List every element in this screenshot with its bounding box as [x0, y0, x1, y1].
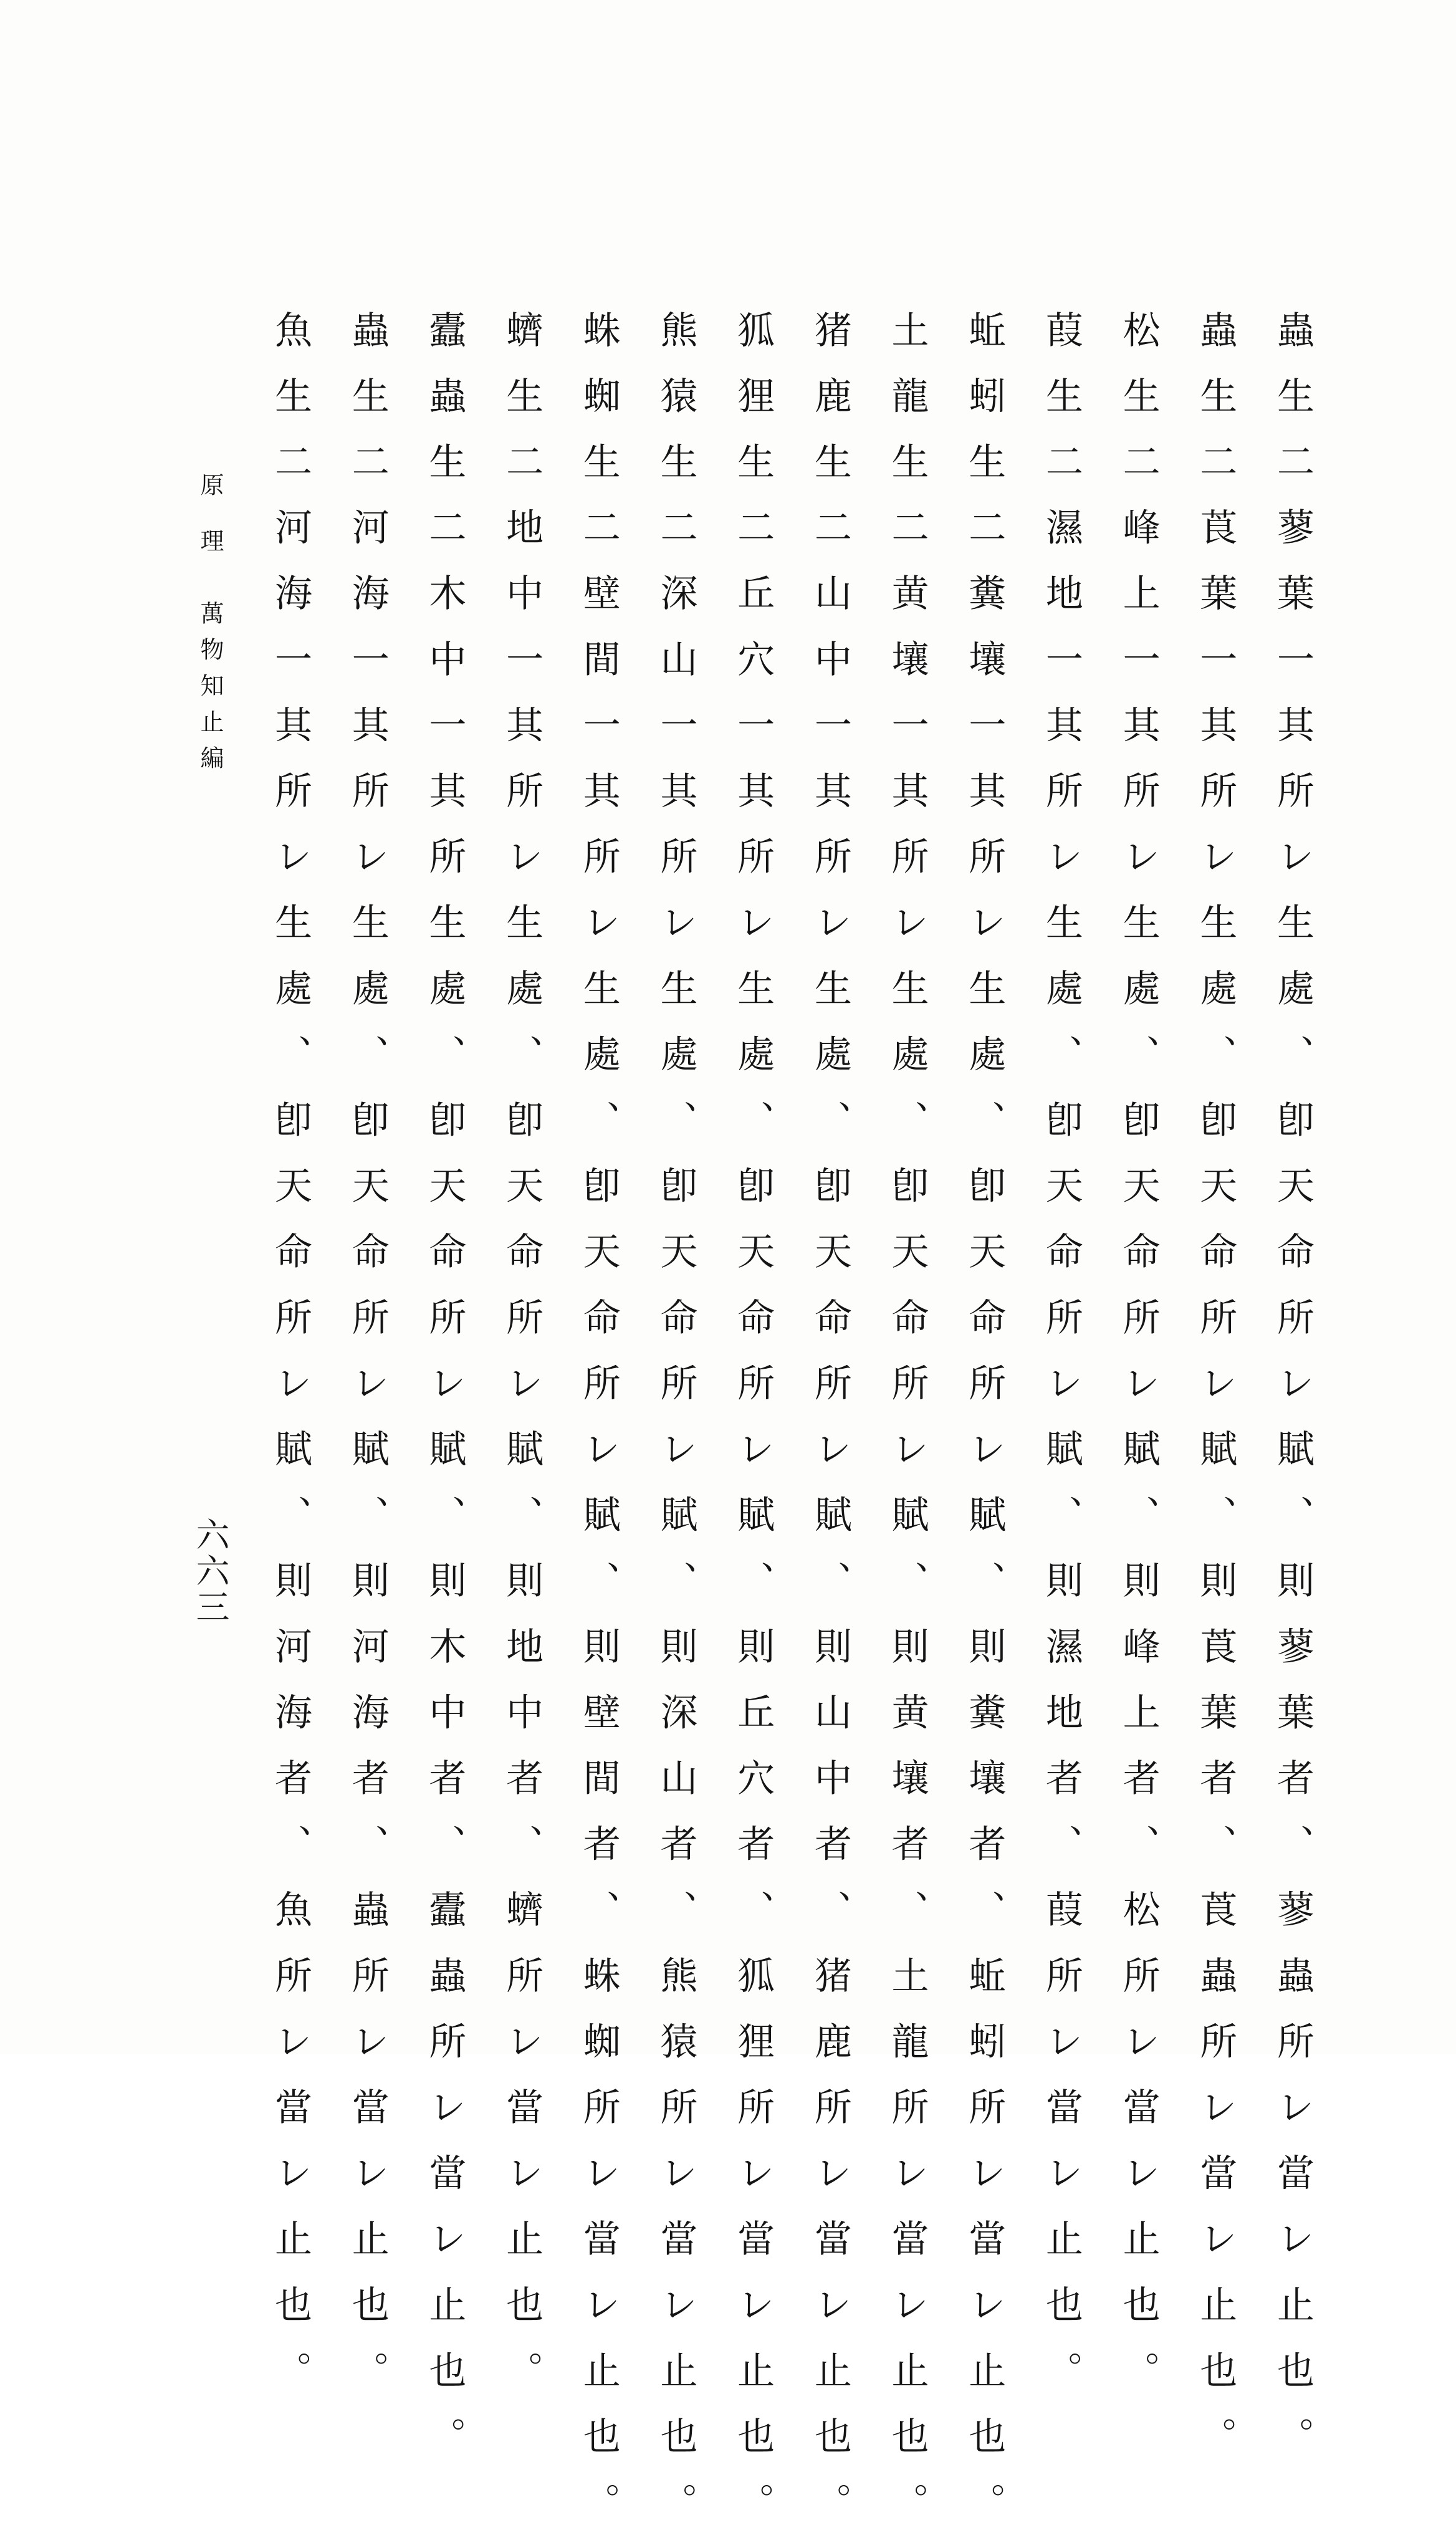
text-line: 魚生二河海一其所レ生處、卽天命所レ賦、則河海者、魚所レ當レ止也。 — [269, 310, 312, 2417]
text-line: 熊猿生二深山一其所レ生處、卽天命所レ賦、則深山者、熊猿所レ當レ止也。 — [654, 310, 698, 2548]
page-number: 六六三 — [191, 1517, 230, 1626]
text-line: 猪鹿生二山中一其所レ生處、卽天命所レ賦、則山中者、猪鹿所レ當レ止也。 — [808, 310, 852, 2548]
text-line: 狐狸生二丘穴一其所レ生處、卽天命所レ賦、則丘穴者、狐狸所レ當レ止也。 — [731, 310, 775, 2548]
body-text — [264, 310, 1315, 2548]
text-line: 土龍生二黄壤一其所レ生處、卽天命所レ賦、則黄壤者、土龍所レ當レ止也。 — [885, 310, 929, 2548]
text-line: 葭生二濕地一其所レ生處、卽天命所レ賦、則濕地者、葭所レ當レ止也。 — [1039, 310, 1083, 2417]
text-line: 松生二峰上一其所レ生處、卽天命所レ賦、則峰上者、松所レ當レ止也。 — [1116, 310, 1161, 2417]
text-line: 蠹蟲生二木中一其所生處、卽天命所レ賦、則木中者、蠹蟲所レ當レ止也。 — [423, 310, 467, 2483]
text-line: 蟲生二河海一其所レ生處、卽天命所レ賦、則河海者、蟲所レ當レ止也。 — [345, 310, 390, 2417]
text-line: 蟲生二蓼葉一其所レ生處、卽天命所レ賦、則蓼葉者、蓼蟲所レ當レ止也。 — [1270, 310, 1315, 2483]
running-head: 原 理 萬物知止編 — [196, 472, 224, 782]
text-line: 蛛蜘生二壁間一其所レ生處、卽天命所レ賦、則壁間者、蛛蜘所レ當レ止也。 — [577, 310, 621, 2548]
text-line: 蚯蚓生二糞壤一其所レ生處、卽天命所レ賦、則糞壤者、蚯蚓所レ當レ止也。 — [962, 310, 1007, 2548]
text-line: 蟲生二莨葉一其所レ生處、卽天命所レ賦、則莨葉者、莨蟲所レ當レ止也。 — [1194, 310, 1238, 2483]
text-line: 蠐生二地中一其所レ生處、卽天命所レ賦、則地中者、蠐所レ當レ止也。 — [500, 310, 544, 2417]
